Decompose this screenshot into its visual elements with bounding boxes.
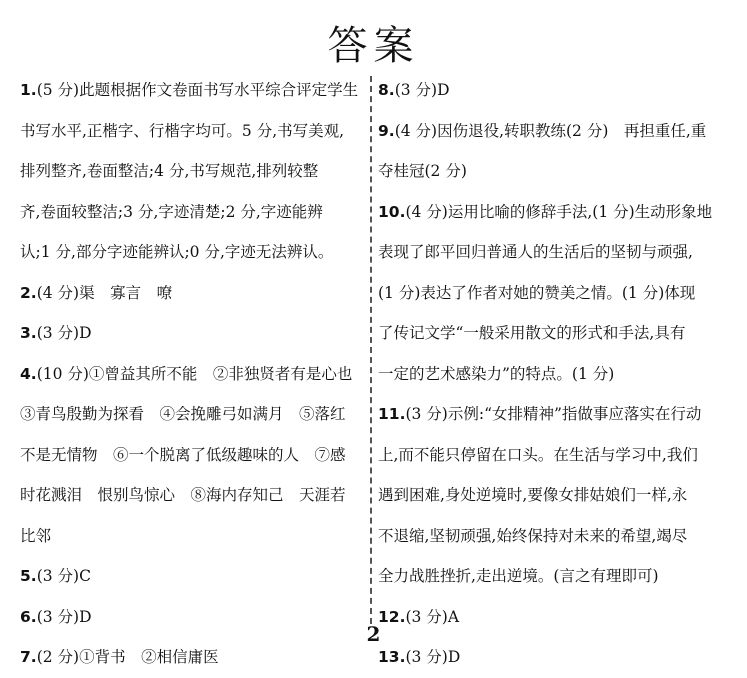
answer-text: 遇到困难,身处逆境时,要像女排姑娘们一样,永: [378, 486, 688, 504]
answer-text: 全力战胜挫折,走出逆境。(言之有理即可): [378, 567, 659, 585]
question-number: 2.: [20, 283, 37, 302]
answer-line: [20, 313, 362, 354]
answer-line: [378, 111, 724, 152]
answer-line: [20, 394, 362, 435]
answer-text: (3 分)D: [36, 607, 92, 626]
question-number: 5.: [20, 567, 37, 585]
answer-line: [378, 556, 724, 597]
answer-text: 夺桂冠(2 分): [378, 162, 467, 180]
question-number: 7.: [20, 648, 37, 666]
answer-line: [20, 232, 362, 273]
answer-line: [20, 151, 362, 192]
question-number: 3.: [20, 324, 37, 342]
question-number: 1.: [20, 81, 37, 99]
answer-line: [378, 151, 724, 192]
answer-text: (1 分)表达了作者对她的赞美之情。(1 分)体现: [378, 283, 696, 302]
answer-line: [20, 273, 362, 314]
answer-text: (4 分)渠 寡言 嘹: [36, 283, 173, 302]
answer-text: (3 分)D: [394, 81, 450, 99]
page-number: 2: [366, 622, 381, 646]
answer-line: [20, 192, 362, 233]
answer-text: (3 分)C: [36, 567, 91, 585]
answer-text: 齐,卷面较整洁;3 分,字迹清楚;2 分,字迹能辨: [20, 202, 323, 221]
answer-text: (4 分)运用比喻的修辞手法,(1 分)生动形象地: [405, 202, 713, 221]
answer-line: [378, 354, 724, 395]
answer-line: [378, 70, 724, 111]
answer-line: [20, 70, 362, 111]
question-number: 12.: [378, 607, 406, 626]
answer-text: 排列整齐,卷面整洁;4 分,书写规范,排列较整: [20, 162, 319, 180]
answer-text: (3 分)A: [405, 607, 460, 626]
answer-text: 比邻: [20, 526, 52, 545]
answer-text: 不退缩,坚韧顽强,始终保持对未来的希望,竭尽: [378, 526, 688, 545]
question-number: 13.: [378, 648, 406, 666]
question-number: 11.: [378, 405, 406, 423]
answer-text: (3 分)D: [405, 648, 461, 666]
answer-text: (2 分)①背书 ②相信庸医: [36, 648, 219, 666]
answer-line: [20, 354, 362, 395]
answer-text: (10 分)①曾益其所不能 ②非独贤者有是心也: [36, 364, 353, 383]
answer-text: 了传记文学“一般采用散文的形式和手法,具有: [378, 324, 686, 342]
answer-text: (3 分)D: [36, 324, 92, 342]
answer-line: [20, 516, 362, 557]
answer-text: 时花溅泪 恨别鸟惊心 ⑧海内存知己 天涯若: [20, 486, 346, 504]
question-number: 10.: [378, 202, 406, 221]
answer-line: [378, 273, 724, 314]
answer-text: 一定的艺术感染力”的特点。(1 分): [378, 364, 615, 383]
answer-text: 不是无情物 ⑥一个脱离了低级趣味的人 ⑦感: [20, 445, 346, 464]
answer-line: [378, 435, 724, 476]
answer-line: [378, 516, 724, 557]
answer-text: 表现了郎平回归普通人的生活后的坚韧与顽强,: [378, 243, 693, 261]
column-divider: [370, 76, 372, 624]
answer-text: 书写水平,正楷字、行楷字均可。5 分,书写美观,: [20, 121, 345, 140]
answer-text: (5 分)此题根据作文卷面书写水平综合评定学生: [36, 81, 359, 99]
answer-line: [20, 556, 362, 597]
question-number: 8.: [378, 81, 395, 99]
answer-text: 认;1 分,部分字迹能辨认;0 分,字迹无法辨认。: [20, 243, 334, 261]
question-number: 4.: [20, 364, 37, 383]
answer-line: [378, 232, 724, 273]
answer-text: 上,而不能只停留在口头。在生活与学习中,我们: [378, 445, 698, 464]
answer-line: [20, 111, 362, 152]
question-number: 9.: [378, 121, 395, 140]
answer-line: [378, 475, 724, 516]
left-answer-column: [20, 70, 362, 678]
answer-line: [378, 394, 724, 435]
answer-line: [20, 435, 362, 476]
page-title: 答案: [327, 23, 420, 69]
answer-text: (4 分)因伤退役,转职教练(2 分) 再担重任,重: [394, 121, 707, 140]
answer-line: [378, 313, 724, 354]
answer-line: [20, 475, 362, 516]
right-answer-column: [378, 70, 724, 678]
answer-text: (3 分)示例:“女排精神”指做事应落实在行动: [405, 405, 702, 423]
answer-line: [378, 192, 724, 233]
answer-text: ③青鸟殷勤为探看 ④会挽雕弓如满月 ⑤落红: [20, 405, 346, 423]
question-number: 6.: [20, 607, 37, 626]
